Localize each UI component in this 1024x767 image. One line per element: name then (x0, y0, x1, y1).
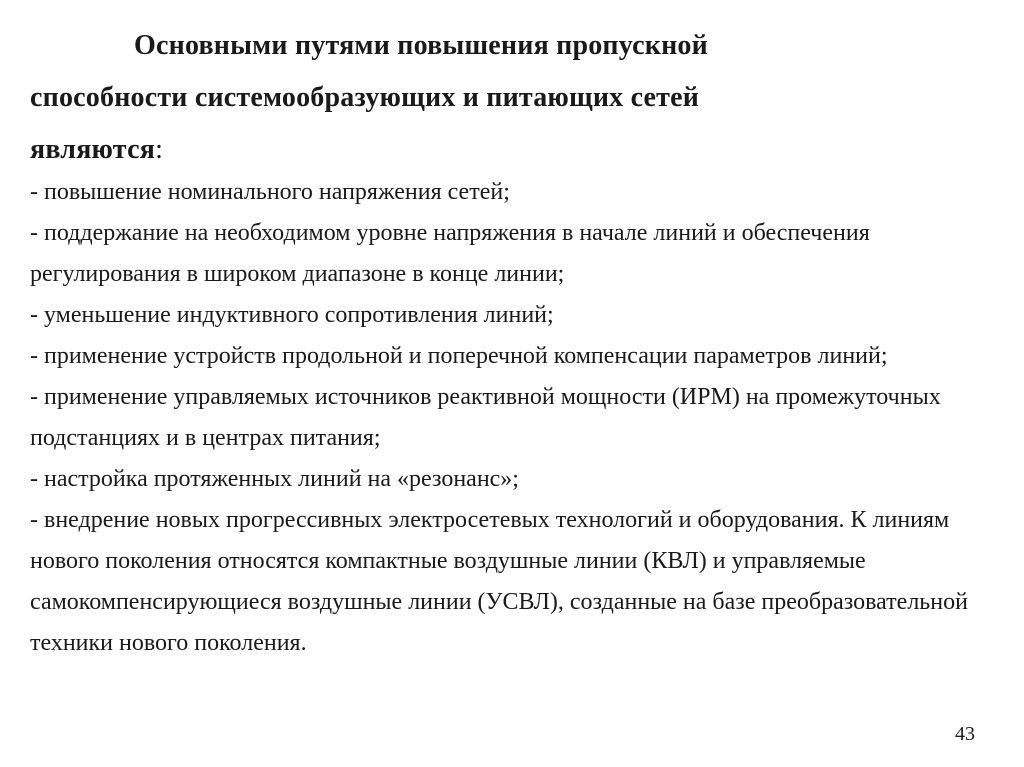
list-item: - применение управляемых источников реактивной мощности (ИРМ) на промежуточных подстанциях и в центрах питания; (30, 384, 941, 451)
list-item: - применение устройств продольной и поперечной компенсации параметров линий; (30, 343, 888, 369)
list-item: - поддержание на необходимом уровне напряжения в начале линий и обеспечения регулирования в широком диапазоне в конце линии; (30, 220, 870, 287)
page-number: 43 (955, 723, 975, 745)
heading-line-2: способности системообразующих и питающих сетей (30, 82, 700, 113)
ways-list (30, 172, 1005, 664)
list-item: - внедрение новых прогрессивных электросетевых технологий и оборудования. К линиям нового поколения относятся компактные воздушные линии (КВЛ) и управляемые самокомпенсирующиеся воздушные линии (УСВЛ), созданные на базе преобразовательной техники нового поколения. (30, 507, 968, 656)
heading-colon: : (155, 134, 164, 165)
heading-line-3: являются (30, 134, 156, 165)
slide-heading (30, 20, 990, 176)
list-item: - настройка протяженных линий на «резонанс»; (30, 466, 519, 492)
list-item: - уменьшение индуктивного сопротивления линий; (30, 302, 554, 328)
list-item: - повышение номинального напряжения сетей; (30, 179, 510, 205)
heading-line-1: Основными путями повышения пропускной (134, 30, 708, 61)
